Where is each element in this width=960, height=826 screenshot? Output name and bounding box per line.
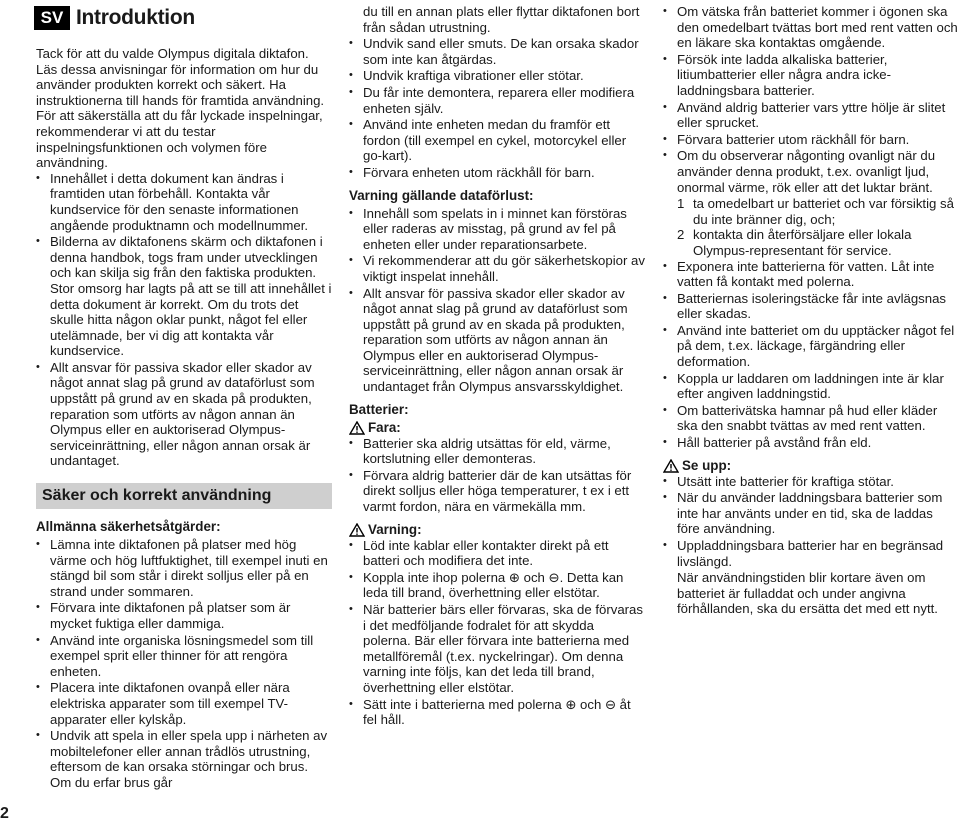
column-2 xyxy=(349,4,645,729)
data-loss-heading: Varning gällande dataförlust: xyxy=(349,187,534,203)
language-badge: SV xyxy=(34,6,70,30)
general-bullet: • Förvara inte diktafonen på platser som är mycket fuktiga eller dammiga. xyxy=(36,600,332,631)
battery-bullet: • Förvara batterier utom räckhåll för barn. xyxy=(663,132,958,148)
caution-bullet: • Utsätt inte batterier för kraftiga stötar. xyxy=(663,474,958,490)
general-bullet: • Undvik kraftiga vibrationer eller stötar. xyxy=(349,68,645,84)
caution-label: Se upp: xyxy=(682,457,732,473)
warning-bullet: • Löd inte kablar eller kontakter direkt på ett batteri och modifiera det inte. xyxy=(349,538,645,569)
general-bullet: • Använd inte organiska lösningsmedel som till exempel sprit eller thinner för att rengöra enheten. xyxy=(36,633,332,680)
general-bullet: • Förvara enheten utom räckhåll för barn. xyxy=(349,165,645,181)
battery-bullet: • Koppla ur laddaren om laddningen inte är klar efter angiven laddningstid. xyxy=(663,371,958,402)
general-precautions-heading: Allmänna säkerhetsåtgärder: xyxy=(36,519,221,535)
intro-bullet: • Innehållet i detta dokument kan ändras i framtiden utan förbehåll. Kontakta vår kundservice för den senaste informationen angående produktnamn och modellnummer. xyxy=(36,171,332,233)
warning-label: Varning: xyxy=(368,521,422,537)
general-bullet: • Undvik sand eller smuts. De kan orsaka skador som inte kan åtgärdas. xyxy=(349,36,645,67)
intro-heading xyxy=(36,6,332,30)
warning-triangle-icon xyxy=(349,421,365,435)
warning-bullet: • Koppla inte ihop polerna ⊕ och ⊖. Detta kan leda till brand, överhettning eller elstötar. xyxy=(349,570,645,601)
battery-bullet: • Om vätska från batteriet kommer i ögonen ska den omedelbart tvättas bort med rent vatten och en läkare ska kontaktas omgående. xyxy=(663,4,958,51)
caution-heading xyxy=(663,458,958,474)
batteries-heading: Batterier: xyxy=(349,401,409,417)
column-3 xyxy=(663,4,958,617)
column-1 xyxy=(36,6,332,792)
caution-bullet: • Uppladdningsbara batterier har en begränsad livslängd. xyxy=(663,538,958,569)
intro-paragraph: Tack för att du valde Olympus digitala diktafon. Läs dessa anvisningar för information om hur du använder produkten korrekt och säkert. Ha instruktionerna till hands för framtida användning. För att säkerställa att du får lyckade inspelningar, rekommenderar vi att du testar inspelningsfunktionen och volymen före användning. xyxy=(36,46,325,171)
item-text: kontakta din återförsäljare eller lokala Olympus-representant för service. xyxy=(693,227,912,258)
danger-heading xyxy=(349,420,645,436)
numbered-item xyxy=(663,227,958,258)
item-number: 1 xyxy=(677,196,685,212)
battery-bullet: • Använd inte batteriet om du upptäcker något fel på dem, t.ex. läckage, färgändring eller deformation. xyxy=(663,323,958,370)
general-bullet-continued: du till en annan plats eller flyttar diktafonen bort från sådan utrustning. xyxy=(363,4,640,35)
general-bullet: • Undvik att spela in eller spela upp i närheten av mobiltelefoner eller annan trådlös utrustning, eftersom de kan orsaka störningar och brus. Om du erfar brus går xyxy=(36,728,332,790)
battery-bullet: • Håll batterier på avstånd från eld. xyxy=(663,435,958,451)
battery-bullet: • Exponera inte batterierna för vatten. Låt inte vatten få kontakt med polerna. xyxy=(663,259,958,290)
danger-label: Fara: xyxy=(368,419,401,435)
warning-bullet: • Sätt inte i batterierna med polerna ⊕ och ⊖ åt fel håll. xyxy=(349,697,645,728)
warning-bullet: • När batterier bärs eller förvaras, ska de förvaras i det medföljande fodralet för att skydda polerna. Bär eller förvara inte batterierna med metallföremål (t.ex. nyckelringar). Om denna varning inte följs, kan det leda till brand, överhettning eller elstötar. xyxy=(349,602,645,696)
warning-triangle-icon xyxy=(663,459,679,473)
general-bullet: • Du får inte demontera, reparera eller modifiera enheten själv. xyxy=(349,85,645,116)
intro-title: Introduktion xyxy=(76,6,195,29)
battery-bullet: • Om du observerar någonting ovanligt när du använder denna produkt, t.ex. ovanligt ljud, onormal värme, rök eller att det luktar bränt. xyxy=(663,148,958,195)
danger-bullet: • Batterier ska aldrig utsättas för eld, värme, kortslutning eller demonteras. xyxy=(349,436,645,467)
general-bullet: • Placera inte diktafonen ovanpå eller nära elektriska apparater som till exempel TV-apparater eller kylskåp. xyxy=(36,680,332,727)
battery-bullet: • Använd aldrig batterier vars yttre hölje är slitet eller sprucket. xyxy=(663,100,958,131)
battery-bullet: • Om batterivätska hamnar på hud eller kläder ska den snabbt tvättas av med rent vatten. xyxy=(663,403,958,434)
intro-bullet: • Bilderna av diktafonens skärm och diktafonen i denna handbok, togs fram under utvecklingen och kan skilja sig från den faktiska produkten. Stor omsorg har lagts på att se till att innehållet i detta dokument är korrekt. Om du trots det skulle hitta någon oklar punkt, något fel eller utelämnade, ber vi dig att kontakta vår kundservice. xyxy=(36,234,332,359)
caution-continued: När användningstiden blir kortare även om batteriet är fulladdat och under angivna förhållanden, ska du ersätta det med ett nytt. xyxy=(677,570,938,617)
numbered-item xyxy=(663,196,958,227)
warning-triangle-icon xyxy=(349,523,365,537)
item-text: ta omedelbart ur batteriet och var försiktig så du inte bränner dig, och; xyxy=(693,196,954,227)
safety-section-title: Säker och korrekt användning xyxy=(36,483,332,509)
data-bullet: • Allt ansvar för passiva skador eller skador av något annat slag på grund av dataförlust som uppstått på grund av en skada på produkten, reparation som utförts av någon annan än Olympus eller en auktoriserad Olympus-serviceinrättning, eller någon annan orsak är undantaget från Olympus ansvarsskyldighet. xyxy=(349,286,645,395)
caution-bullet: • När du använder laddningsbara batterier som inte har använts under en tid, ska de laddas före användning. xyxy=(663,490,958,537)
page-number: 2 xyxy=(0,805,9,822)
battery-bullet: • Batteriernas isoleringstäcke får inte avlägsnas eller skadas. xyxy=(663,291,958,322)
item-number: 2 xyxy=(677,227,685,243)
general-bullet: • Använd inte enheten medan du framför ett fordon (till exempel en cykel, motorcykel eller go-kart). xyxy=(349,117,645,164)
battery-bullet: • Försök inte ladda alkaliska batterier, litiumbatterier eller några andra icke-laddningsbara batterier. xyxy=(663,52,958,99)
data-bullet: • Vi rekommenderar att du gör säkerhetskopior av viktigt inspelat innehåll. xyxy=(349,253,645,284)
intro-bullet: • Allt ansvar för passiva skador eller skador av något annat slag på grund av dataförlust som uppstått på grund av en skada på produkten, reparation som utförts av någon annan än Olympus eller en auktoriserad Olympus-serviceinrättning, eller någon annan orsak är undantaget. xyxy=(36,360,332,469)
danger-bullet: • Förvara aldrig batterier där de kan utsättas för direkt solljus eller höga temperaturer, t ex i ett varmt fordon, nära en värmekälla mm. xyxy=(349,468,645,515)
general-bullet: • Lämna inte diktafonen på platser med hög värme och hög luftfuktighet, till exempel inuti en stängd bil som står i direkt solljus eller på en strand under sommaren. xyxy=(36,537,332,599)
data-bullet: • Innehåll som spelats in i minnet kan förstöras eller raderas av misstag, på grund av fel på enheten eller under reparationsarbete. xyxy=(349,206,645,253)
warning-heading xyxy=(349,522,645,538)
